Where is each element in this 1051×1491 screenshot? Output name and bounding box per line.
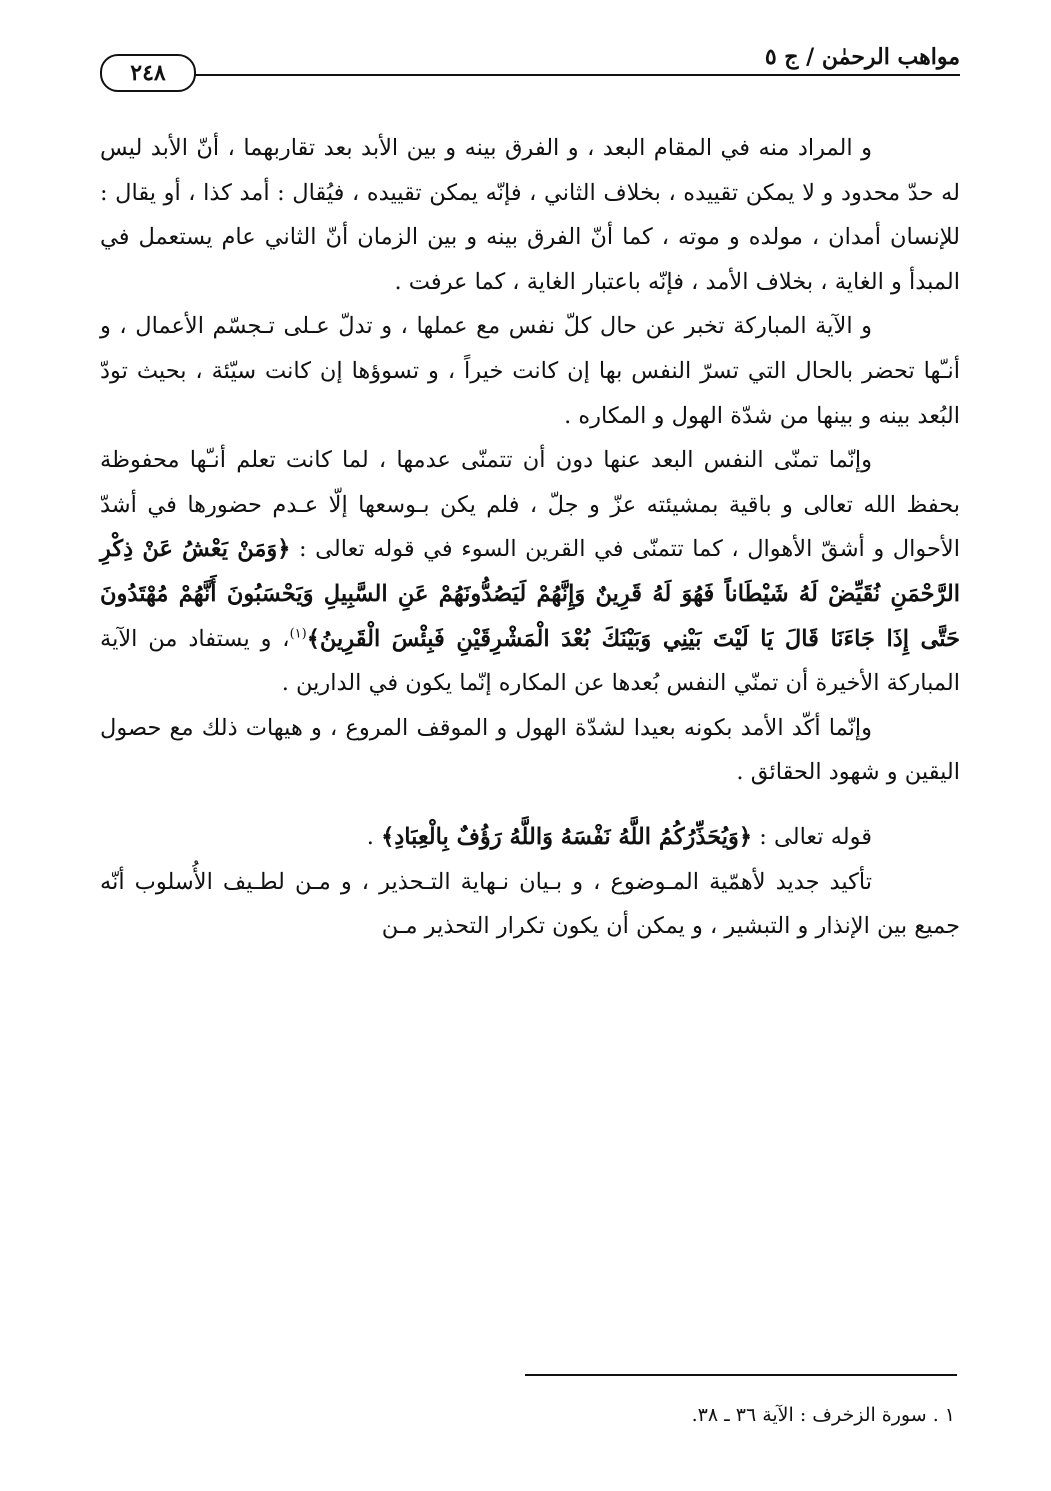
header-rule [192, 74, 960, 76]
paragraph-6: تأكيد جديد لأهمّية المـوضوع ، و بـيان نـهاية التـحذير ، و مـن لطـيف الأُسلوب أنّه جميع بين الإنذار و التبشير ، و يمكن أن يكون تكرار التحذير مـن [100, 868, 960, 940]
verse-heading-end: . [366, 823, 382, 850]
verse-heading-label: قوله تعالى : [752, 823, 872, 850]
running-title: مواهب الرحمٰن / ج ٥ [764, 44, 960, 70]
quran-verse-heading: ﴿وَيُحَذِّرُكُمُ اللَّهُ نَفْسَهُ وَاللَّهُ رَؤُفٌ بِالْعِبَادِ﴾ [381, 823, 753, 850]
paragraph-2: و الآية المباركة تخبر عن حال كلّ نفس مع عملها ، و تدلّ عـلى تـجسّم الأعمال ، و أنـّها تحضر بالحال التي تسرّ النفس بها إن كانت خيراً ، و تسوؤها إن كانت سيّئة ، بحيث تودّ البُعد بينه و بينها من شدّة الهول و المكاره . [100, 313, 960, 429]
footnote: ١ . سورة الزخرف : الآية ٣٦ ـ ٣٨. [691, 1404, 955, 1426]
footnote-marker: (١) [289, 626, 307, 642]
main-text [100, 126, 960, 949]
quran-verse-zukhruf: ﴿وَمَنْ يَعْشُ عَنْ ذِكْرِ الرَّحْمَنِ نُقَيِّضْ لَهُ شَيْطَاناً فَهُوَ لَهُ قَرِينٌ وَإِنَّهُمْ لَيَصُدُّونَهُمْ عَنِ السَّبِيلِ وَيَحْسَبُونَ أَنَّهُمْ مُهْتَدُونَ حَتَّى إِذَا جَاءَنَا قَالَ يَا لَيْتَ بَيْنِي وَبَيْنَكَ بُعْدَ الْمَشْرِقَيْنِ فَبِئْسَ الْقَرِينُ﴾ [100, 536, 960, 652]
page-header [100, 40, 960, 88]
paragraph-3-text: وإنّما تمنّى النفس البعد عنها دون أن تتمنّى عدمها ، لما كانت تعلم أنـّها محفوظة بحفظ الله تعالى و باقية بمشيئته عزّ و جلّ ، فلم يكن بـوسعها إلّا عـدم حضورها في أشدّ الأحوال و أشقّ الأهوال ، كما تتمنّى في القرين السوء في قوله تعالى : [100, 447, 960, 563]
page-number: ٢٤٨ [100, 54, 196, 92]
paragraph-3 [100, 438, 960, 706]
paragraph-4: وإنّما أكّد الأمد بكونه بعيدا لشدّة الهول و الموقف المروع ، و هيهات ذلك مع حصول اليقين و شهود الحقائق . [100, 714, 960, 786]
paragraph-3-continuation: ، و يستفاد من الآية المباركة الأخيرة أن تمنّي النفس بُعدها عن المكاره إنّما يكون في الدارين . [100, 625, 960, 697]
paragraph-1: و المراد منه في المقام البعد ، و الفرق بينه و بين الأبد بعد تقاربهما ، أنّ الأبد ليس له حدّ محدود و لا يمكن تقييده ، بخلاف الثاني ، فإنّه يمكن تقييده ، فيُقال : أمد كذا ، أو يقال : للإنسان أمدان ، مولده و موته ، كما أنّ الفرق بينه و بين الزمان أنّ الثاني عام يستعمل في المبدأ و الغاية ، بخلاف الأمد ، فإنّه باعتبار الغاية ، كما عرفت . [100, 135, 960, 295]
verse-heading [100, 815, 960, 860]
footnote-divider [525, 1374, 957, 1376]
